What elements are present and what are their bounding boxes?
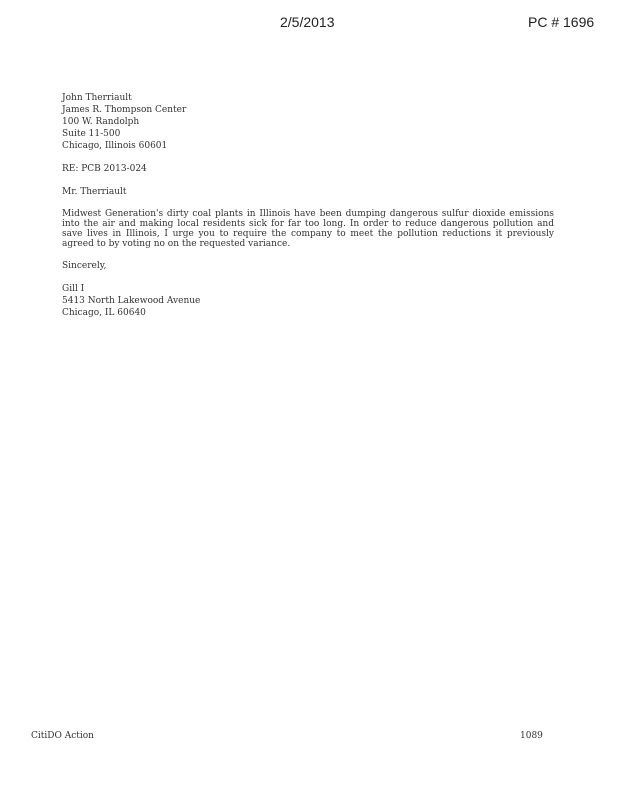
letter-body — [62, 92, 554, 330]
footer-organization: CitiDO Action — [31, 731, 94, 741]
sender-address — [62, 283, 554, 319]
recipient-street: 100 W. Randolph — [62, 117, 140, 127]
closing: Sincerely, — [62, 261, 107, 271]
public-comment-number: PC # 1696 — [528, 14, 595, 30]
sender-city: Chicago, IL 60640 — [62, 308, 146, 318]
salutation: Mr. Therriault — [62, 187, 127, 197]
recipient-name: John Therriault — [62, 93, 132, 103]
sender-name: Gill I — [62, 284, 85, 294]
recipient-building: James R. Thompson Center — [62, 105, 187, 115]
sender-street: 5413 North Lakewood Avenue — [62, 296, 201, 306]
header-date: 2/5/2013 — [280, 14, 335, 30]
re-line: RE: PCB 2013-024 — [62, 164, 147, 174]
recipient-address — [62, 92, 554, 152]
page-number: 1089 — [520, 731, 543, 741]
letter-paragraph: Midwest Generation's dirty coal plants in Illinois have been dumping dangerous sulfur dioxide emissions into the air and making local residents sick for far too long. In order to reduce dangerous pollution and save lives in Illinois, I urge you to require the company to meet the pollution reductions it previously agreed to by voting no on the requested variance. — [62, 209, 554, 249]
recipient-suite: Suite 11-500 — [62, 129, 121, 139]
recipient-city: Chicago, Illinois 60601 — [62, 141, 168, 151]
